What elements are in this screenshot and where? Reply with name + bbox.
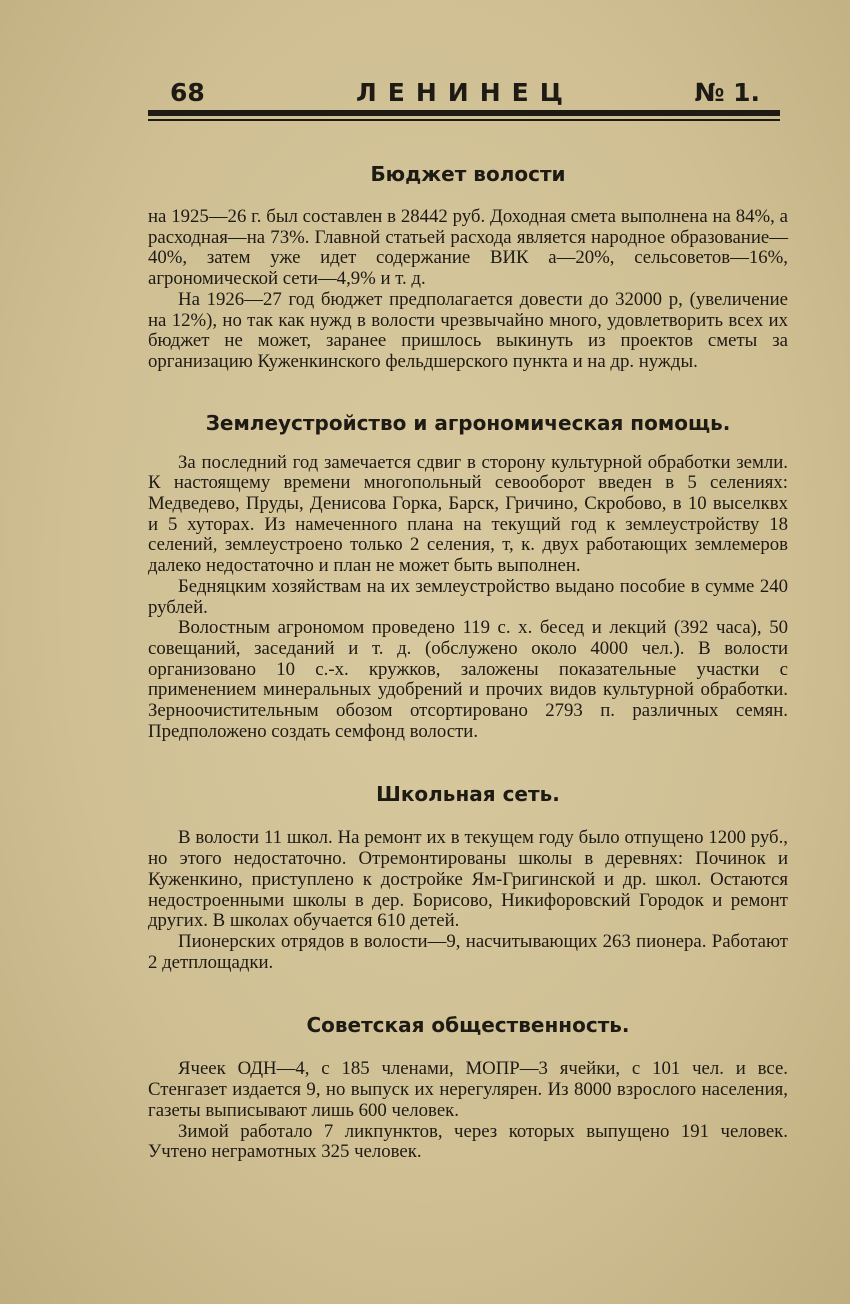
paragraph: На 1926—27 год бюджет предполагается довести до 32000 р, (увеличение на 12%), но так как нужд в волости чрезвычайно много, удовлетворить всех их бюджет не может, заранее пришлось выкинуть из проектов сметы за организацию Куженкинского фельдшерского пункта и на др. нужды. [148,288,788,372]
section-heading-land: Землеустройство и агрономическая помощь. [205,410,731,435]
paragraph: За последний год замечается сдвиг в сторону культурной обработки земли. К настоящему времени многопольный севооборот введен в 5 селениях: Медведево, Пруды, Денисова Горка, Барск, Гричино, Скробово, в 10 выселквх и 5 хуторах. Из намеченного плана на текущий год к землеустройству 18 селений, землеустроено только 2 селения, т, к. двух работающих землемеров далеко недостаточно и план не может быть выполнен. [148,451,788,577]
paragraph: Бедняцким хозяйствам на их землеустройство выдано пособие в сумме 240 рублей. [148,575,788,618]
section-heading-public: Советская общественность. [306,1013,630,1038]
section-heading-budget: Бюджет волости [370,162,566,186]
paragraph: Волостным агрономом проведено 119 с. х. бесед и лекций (392 часа), 50 совещаний, заседаний и т. д. (обслужено около 4000 чел.). В волости организовано 10 с.-х. кружков, заложены показательные участки с применением минеральных удобрений и прочих видов культурной обработки. Зерноочистительным обозом отсортировано 2793 п. различных семян. Предположено создать семфонд волости. [148,617,788,742]
header-rule-thick [148,110,780,116]
page-number: 68 [170,78,205,107]
paragraph: Зимой работало 7 ликпунктов, через которых выпущено 191 человек. Учтено неграмотных 325 человек. [148,1120,788,1163]
section-heading-schools: Школьная сеть. [376,782,560,807]
running-header [170,78,760,108]
journal-title: ЛЕНИНЕЦ [356,78,574,107]
paragraph: на 1925—26 г. был составлен в 28442 руб. Доходная смета выполнена на 84%, а расходная—на 73%. Главной статьей расхода является народное образование—40%, затем уже идет содержание ВИК а—20%, сельсоветов—16%, агрономической сети—4,9% и т. д. [148,206,788,290]
paragraph: Ячеек ОДН—4, с 185 членами, МОПР—3 ячейки, с 101 чел. и все. Стенгазет издается 9, но выпуск их нерегулярен. Из 8000 взрослого населения, газеты выписывают лишь 600 человек. [148,1058,788,1121]
article-body [148,150,788,1163]
paragraph: Пионерских отрядов в волости—9, насчитывающих 263 пионера. Работают 2 детплощадки. [148,930,788,973]
header-rule-thin [148,119,780,121]
paragraph: В волости 11 школ. На ремонт их в текущем году было отпущено 1200 руб., но этого недостаточно. Отремонтированы школы в деревнях: Починок и Куженкино, приступлено к достройке Ям-Григинской и др. школ. Остаются недостроенными школы в дер. Борисово, Никифоровский Городок и ремонт других. В школах обучается 610 детей. [148,827,788,932]
issue-number: № 1. [694,78,760,107]
